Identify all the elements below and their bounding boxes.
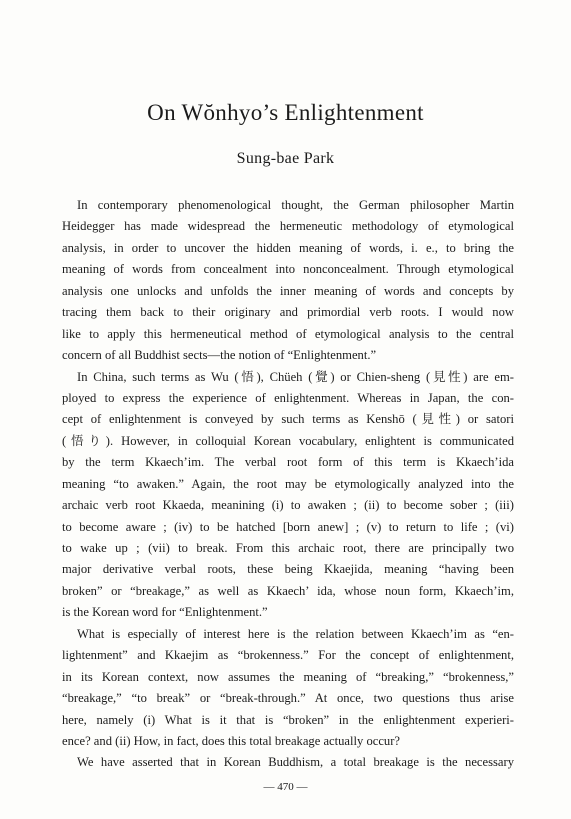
text-line: Heidegger has made widespread the hermeneutic methodology of etymological (62, 219, 514, 234)
text-line: ployed to express the experience of enlightenment. Whereas in Japan, the con- (62, 390, 514, 405)
text-line: meaning “to awaken.” Again, the root may be etymologically analyzed into the (62, 476, 514, 491)
text-line: to wake up ; (vii) to break. From this archaic root, there are principally two (62, 541, 514, 555)
text-line: In contemporary phenomenological thought, the German philosopher Martin (77, 198, 514, 212)
text-line: cept of enlightenment is conveyed by such terms as Kenshō (見性) or satori (62, 412, 514, 427)
text-line: here, namely (i) What is it that is “broken” in the enlightenment experieri- (62, 712, 514, 727)
text-line: meaning of words from concealment into nonconcealment. Through etymological (62, 262, 514, 277)
author-name: Sung-bae Park (236, 150, 335, 167)
text-line: ence? and (ii) How, in fact, does this total breakage actually occur? (62, 733, 401, 748)
text-line: by the term Kkaech’im. The verbal root form of this term is Kkaech’ida (62, 455, 514, 470)
text-line: What is especially of interest here is the relation between Kkaech’im as “en- (77, 626, 514, 641)
text-line: archaic verb root Kkaeda, meanining (i) to awaken ; (ii) to become sober ; (iii) (62, 498, 514, 513)
text-line: to become aware ; (iv) to be hatched [born anew] ; (v) to return to life ; (vi) (62, 519, 514, 534)
text-line: broken” or “breakage,” as well as Kkaech’ ida, whose noun form, Kkaech’im, (62, 583, 514, 598)
article-body (62, 195, 514, 774)
page-number: — 470 — (263, 781, 308, 793)
article-title: On Wŏnhyo’s Enlightenment (147, 100, 424, 125)
text-line: is the Korean word for “Enlightenment.” (62, 605, 268, 620)
text-line: in its Korean context, now assumes the meaning of “breaking,” “brokenness,” (62, 669, 514, 684)
text-line: tracing them back to their originary and primordial verb roots. I would now (62, 305, 514, 320)
text-line: concern of all Buddhist sects—the notion of “Enlightenment.” (62, 348, 377, 363)
text-line: analysis one unlocks and unfolds the inner meaning of words and concepts by (62, 283, 514, 298)
text-line: like to apply this hermeneutical method of etymological analysis to the central (62, 326, 514, 341)
text-line: (悟り). However, in colloquial Korean vocabulary, enlightent is communicated (62, 433, 514, 448)
text-line: major derivative verbal roots, these being Kkaejida, meaning “having been (62, 562, 514, 577)
text-line: lightenment” and Kkaejim as “brokenness.” For the concept of enlightenment, (62, 648, 514, 663)
text-line: We have asserted that in Korean Buddhism, a total breakage is the necessary (77, 755, 514, 770)
text-line: In China, such terms as Wu (悟), Chüeh (覺) or Chien-sheng (見性) are em- (77, 369, 514, 384)
text-line: “breakage,” “to break” or “break-through.” At once, two questions thus arise (62, 691, 514, 706)
text-line: analysis, in order to uncover the hidden meaning of words, i. e., to bring the (62, 240, 514, 255)
